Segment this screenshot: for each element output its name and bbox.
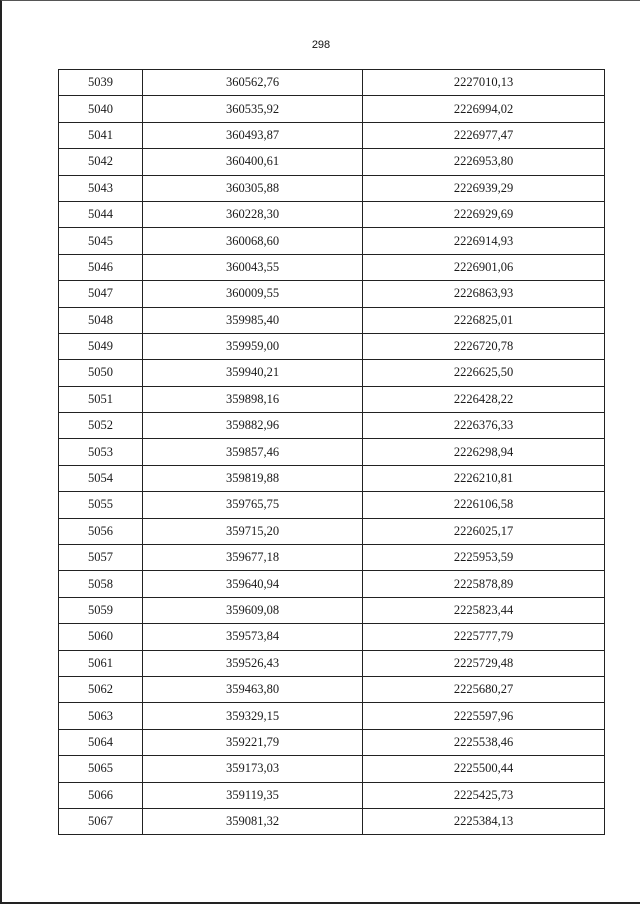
y-coordinate-cell: 2226977,47 bbox=[363, 122, 605, 148]
x-coordinate-cell: 360400,61 bbox=[143, 149, 363, 175]
y-coordinate-cell: 2226720,78 bbox=[363, 333, 605, 359]
table-row bbox=[59, 228, 605, 254]
x-coordinate-cell: 359526,43 bbox=[143, 650, 363, 676]
x-coordinate-cell: 360305,88 bbox=[143, 175, 363, 201]
table-row bbox=[59, 597, 605, 623]
table-row bbox=[59, 175, 605, 201]
x-coordinate-cell: 359898,16 bbox=[143, 386, 363, 412]
x-coordinate-cell: 359715,20 bbox=[143, 518, 363, 544]
point-number-cell: 5065 bbox=[59, 756, 143, 782]
table-row bbox=[59, 782, 605, 808]
y-coordinate-cell: 2225777,79 bbox=[363, 624, 605, 650]
x-coordinate-cell: 359857,46 bbox=[143, 439, 363, 465]
y-coordinate-cell: 2227010,13 bbox=[363, 70, 605, 96]
y-coordinate-cell: 2225823,44 bbox=[363, 597, 605, 623]
table-row bbox=[59, 333, 605, 359]
y-coordinate-cell: 2226994,02 bbox=[363, 96, 605, 122]
table-row bbox=[59, 518, 605, 544]
y-coordinate-cell: 2225729,48 bbox=[363, 650, 605, 676]
point-number-cell: 5051 bbox=[59, 386, 143, 412]
table-row bbox=[59, 281, 605, 307]
x-coordinate-cell: 359819,88 bbox=[143, 465, 363, 491]
point-number-cell: 5064 bbox=[59, 729, 143, 755]
point-number-cell: 5067 bbox=[59, 808, 143, 834]
point-number-cell: 5052 bbox=[59, 413, 143, 439]
table-row bbox=[59, 122, 605, 148]
point-number-cell: 5046 bbox=[59, 254, 143, 280]
table-row bbox=[59, 545, 605, 571]
x-coordinate-cell: 359640,94 bbox=[143, 571, 363, 597]
table-row bbox=[59, 808, 605, 834]
y-coordinate-cell: 2225538,46 bbox=[363, 729, 605, 755]
table-row bbox=[59, 386, 605, 412]
coordinates-table-body bbox=[59, 70, 605, 835]
point-number-cell: 5061 bbox=[59, 650, 143, 676]
page-number: 298 bbox=[311, 39, 331, 51]
point-number-cell: 5056 bbox=[59, 518, 143, 544]
point-number-cell: 5057 bbox=[59, 545, 143, 571]
y-coordinate-cell: 2226914,93 bbox=[363, 228, 605, 254]
x-coordinate-cell: 360228,30 bbox=[143, 201, 363, 227]
x-coordinate-cell: 359173,03 bbox=[143, 756, 363, 782]
point-number-cell: 5040 bbox=[59, 96, 143, 122]
table-row bbox=[59, 676, 605, 702]
point-number-cell: 5041 bbox=[59, 122, 143, 148]
x-coordinate-cell: 359959,00 bbox=[143, 333, 363, 359]
x-coordinate-cell: 359677,18 bbox=[143, 545, 363, 571]
coordinates-table bbox=[58, 69, 605, 835]
y-coordinate-cell: 2226376,33 bbox=[363, 413, 605, 439]
x-coordinate-cell: 360043,55 bbox=[143, 254, 363, 280]
table-row bbox=[59, 756, 605, 782]
x-coordinate-cell: 359081,32 bbox=[143, 808, 363, 834]
x-coordinate-cell: 359985,40 bbox=[143, 307, 363, 333]
point-number-cell: 5053 bbox=[59, 439, 143, 465]
y-coordinate-cell: 2226210,81 bbox=[363, 465, 605, 491]
y-coordinate-cell: 2226428,22 bbox=[363, 386, 605, 412]
x-coordinate-cell: 360493,87 bbox=[143, 122, 363, 148]
table-row bbox=[59, 70, 605, 96]
table-row bbox=[59, 624, 605, 650]
x-coordinate-cell: 359119,35 bbox=[143, 782, 363, 808]
y-coordinate-cell: 2226825,01 bbox=[363, 307, 605, 333]
y-coordinate-cell: 2226106,58 bbox=[363, 492, 605, 518]
point-number-cell: 5045 bbox=[59, 228, 143, 254]
table-row bbox=[59, 492, 605, 518]
table-row bbox=[59, 465, 605, 491]
table-row bbox=[59, 729, 605, 755]
y-coordinate-cell: 2225425,73 bbox=[363, 782, 605, 808]
table-row bbox=[59, 703, 605, 729]
x-coordinate-cell: 359573,84 bbox=[143, 624, 363, 650]
x-coordinate-cell: 359882,96 bbox=[143, 413, 363, 439]
y-coordinate-cell: 2226953,80 bbox=[363, 149, 605, 175]
y-coordinate-cell: 2226625,50 bbox=[363, 360, 605, 386]
y-coordinate-cell: 2225680,27 bbox=[363, 676, 605, 702]
y-coordinate-cell: 2226901,06 bbox=[363, 254, 605, 280]
point-number-cell: 5063 bbox=[59, 703, 143, 729]
x-coordinate-cell: 359609,08 bbox=[143, 597, 363, 623]
table-row bbox=[59, 360, 605, 386]
table-row bbox=[59, 96, 605, 122]
point-number-cell: 5060 bbox=[59, 624, 143, 650]
point-number-cell: 5048 bbox=[59, 307, 143, 333]
table-row bbox=[59, 149, 605, 175]
point-number-cell: 5044 bbox=[59, 201, 143, 227]
table-row bbox=[59, 307, 605, 333]
x-coordinate-cell: 360535,92 bbox=[143, 96, 363, 122]
x-coordinate-cell: 359329,15 bbox=[143, 703, 363, 729]
y-coordinate-cell: 2226863,93 bbox=[363, 281, 605, 307]
y-coordinate-cell: 2225953,59 bbox=[363, 545, 605, 571]
table-row bbox=[59, 650, 605, 676]
y-coordinate-cell: 2226939,29 bbox=[363, 175, 605, 201]
y-coordinate-cell: 2226298,94 bbox=[363, 439, 605, 465]
table-row bbox=[59, 571, 605, 597]
point-number-cell: 5058 bbox=[59, 571, 143, 597]
x-coordinate-cell: 359463,80 bbox=[143, 676, 363, 702]
x-coordinate-cell: 359765,75 bbox=[143, 492, 363, 518]
point-number-cell: 5049 bbox=[59, 333, 143, 359]
table-row bbox=[59, 201, 605, 227]
x-coordinate-cell: 359940,21 bbox=[143, 360, 363, 386]
table-row bbox=[59, 439, 605, 465]
point-number-cell: 5042 bbox=[59, 149, 143, 175]
point-number-cell: 5039 bbox=[59, 70, 143, 96]
x-coordinate-cell: 360068,60 bbox=[143, 228, 363, 254]
point-number-cell: 5055 bbox=[59, 492, 143, 518]
point-number-cell: 5059 bbox=[59, 597, 143, 623]
y-coordinate-cell: 2225878,89 bbox=[363, 571, 605, 597]
point-number-cell: 5066 bbox=[59, 782, 143, 808]
y-coordinate-cell: 2225597,96 bbox=[363, 703, 605, 729]
x-coordinate-cell: 359221,79 bbox=[143, 729, 363, 755]
y-coordinate-cell: 2226929,69 bbox=[363, 201, 605, 227]
y-coordinate-cell: 2225500,44 bbox=[363, 756, 605, 782]
table-row bbox=[59, 254, 605, 280]
y-coordinate-cell: 2226025,17 bbox=[363, 518, 605, 544]
point-number-cell: 5050 bbox=[59, 360, 143, 386]
point-number-cell: 5047 bbox=[59, 281, 143, 307]
point-number-cell: 5062 bbox=[59, 676, 143, 702]
table-row bbox=[59, 413, 605, 439]
point-number-cell: 5054 bbox=[59, 465, 143, 491]
x-coordinate-cell: 360562,76 bbox=[143, 70, 363, 96]
x-coordinate-cell: 360009,55 bbox=[143, 281, 363, 307]
y-coordinate-cell: 2225384,13 bbox=[363, 808, 605, 834]
point-number-cell: 5043 bbox=[59, 175, 143, 201]
